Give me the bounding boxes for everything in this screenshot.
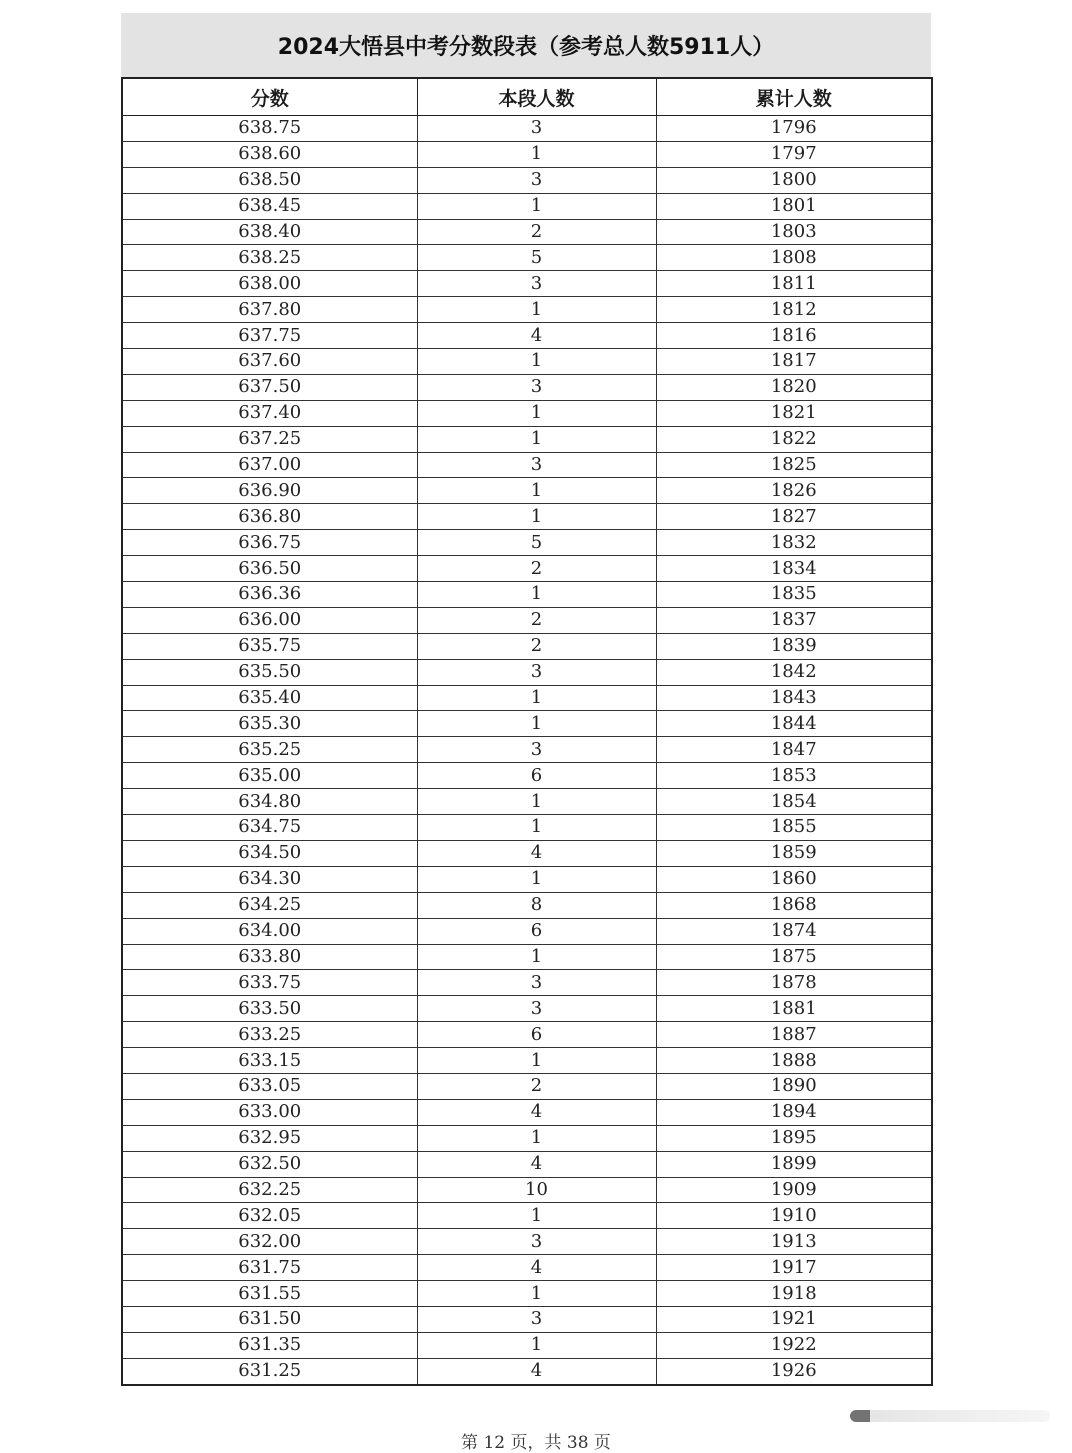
segment-count-cell: 1 (417, 789, 656, 815)
score-cell: 631.50 (122, 1306, 417, 1332)
cumulative-count-cell: 1812 (656, 297, 932, 323)
table-row (122, 1177, 932, 1203)
segment-count-cell: 1 (417, 815, 656, 841)
score-cell: 631.75 (122, 1255, 417, 1281)
cumulative-count-cell: 1800 (656, 167, 932, 193)
cumulative-count-cell: 1834 (656, 556, 932, 582)
table-row (122, 193, 932, 219)
score-cell: 638.45 (122, 193, 417, 219)
cumulative-count-cell: 1837 (656, 607, 932, 633)
table-body (122, 116, 932, 1385)
segment-count-cell: 3 (417, 116, 656, 142)
cumulative-count-cell: 1811 (656, 271, 932, 297)
score-cell: 632.05 (122, 1203, 417, 1229)
score-cell: 634.30 (122, 866, 417, 892)
table-row (122, 1022, 932, 1048)
segment-count-cell: 1 (417, 141, 656, 167)
table-row (122, 789, 932, 815)
segment-count-cell: 4 (417, 1151, 656, 1177)
score-cell: 634.80 (122, 789, 417, 815)
table-row (122, 1229, 932, 1255)
cumulative-count-cell: 1909 (656, 1177, 932, 1203)
table-row (122, 996, 932, 1022)
table-row (122, 711, 932, 737)
cumulative-count-cell: 1854 (656, 789, 932, 815)
table-row (122, 970, 932, 996)
segment-count-cell: 5 (417, 245, 656, 271)
cumulative-count-cell: 1853 (656, 763, 932, 789)
cumulative-count-cell: 1855 (656, 815, 932, 841)
score-cell: 635.50 (122, 659, 417, 685)
segment-count-cell: 1 (417, 426, 656, 452)
cumulative-count-cell: 1878 (656, 970, 932, 996)
score-table-sheet (121, 13, 931, 1386)
segment-count-cell: 1 (417, 1203, 656, 1229)
score-cell: 637.60 (122, 349, 417, 375)
table-row (122, 1306, 932, 1332)
table-row (122, 349, 932, 375)
score-cell: 637.80 (122, 297, 417, 323)
table-row (122, 633, 932, 659)
table-row (122, 116, 932, 142)
cumulative-count-cell: 1826 (656, 478, 932, 504)
cumulative-count-cell: 1890 (656, 1073, 932, 1099)
score-cell: 638.00 (122, 271, 417, 297)
segment-count-cell: 1 (417, 1332, 656, 1358)
table-row (122, 918, 932, 944)
score-cell: 631.35 (122, 1332, 417, 1358)
cumulative-count-cell: 1817 (656, 349, 932, 375)
header-cumulative-count: 累计人数 (656, 78, 932, 116)
segment-count-cell: 2 (417, 633, 656, 659)
cumulative-count-cell: 1868 (656, 892, 932, 918)
cumulative-count-cell: 1847 (656, 737, 932, 763)
segment-count-cell: 1 (417, 711, 656, 737)
score-cell: 633.00 (122, 1099, 417, 1125)
table-row (122, 245, 932, 271)
score-cell: 635.30 (122, 711, 417, 737)
table-row (122, 1073, 932, 1099)
cumulative-count-cell: 1796 (656, 116, 932, 142)
segment-count-cell: 10 (417, 1177, 656, 1203)
cumulative-count-cell: 1881 (656, 996, 932, 1022)
score-cell: 637.40 (122, 400, 417, 426)
cumulative-count-cell: 1842 (656, 659, 932, 685)
cumulative-count-cell: 1926 (656, 1358, 932, 1384)
table-row (122, 426, 932, 452)
header-segment-count: 本段人数 (417, 78, 656, 116)
segment-count-cell: 3 (417, 1229, 656, 1255)
score-cell: 636.50 (122, 556, 417, 582)
score-cell: 631.25 (122, 1358, 417, 1384)
scan-artifact (850, 1410, 1050, 1422)
table-row (122, 374, 932, 400)
table-title: 2024大悟县中考分数段表（参考总人数5911人） (121, 13, 931, 77)
segment-count-cell: 1 (417, 297, 656, 323)
segment-count-cell: 3 (417, 737, 656, 763)
score-cell: 637.75 (122, 323, 417, 349)
cumulative-count-cell: 1918 (656, 1281, 932, 1307)
score-cell: 636.80 (122, 504, 417, 530)
table-row (122, 478, 932, 504)
cumulative-count-cell: 1875 (656, 944, 932, 970)
page-number: 第 12 页，共 38 页 (461, 1433, 611, 1453)
table-row (122, 1281, 932, 1307)
segment-count-cell: 3 (417, 271, 656, 297)
score-cell: 632.25 (122, 1177, 417, 1203)
segment-count-cell: 4 (417, 323, 656, 349)
table-row (122, 297, 932, 323)
table-row (122, 141, 932, 167)
table-row (122, 1048, 932, 1074)
segment-count-cell: 3 (417, 374, 656, 400)
cumulative-count-cell: 1844 (656, 711, 932, 737)
cumulative-count-cell: 1859 (656, 840, 932, 866)
score-cell: 634.25 (122, 892, 417, 918)
cumulative-count-cell: 1821 (656, 400, 932, 426)
score-cell: 633.05 (122, 1073, 417, 1099)
score-cell: 631.55 (122, 1281, 417, 1307)
table-row (122, 400, 932, 426)
table-row (122, 219, 932, 245)
segment-count-cell: 1 (417, 944, 656, 970)
cumulative-count-cell: 1797 (656, 141, 932, 167)
cumulative-count-cell: 1921 (656, 1306, 932, 1332)
segment-count-cell: 1 (417, 685, 656, 711)
cumulative-count-cell: 1899 (656, 1151, 932, 1177)
cumulative-count-cell: 1820 (656, 374, 932, 400)
score-cell: 635.75 (122, 633, 417, 659)
score-cell: 634.75 (122, 815, 417, 841)
score-cell: 633.25 (122, 1022, 417, 1048)
score-cell: 635.40 (122, 685, 417, 711)
table-row (122, 763, 932, 789)
header-score: 分数 (122, 78, 417, 116)
segment-count-cell: 4 (417, 840, 656, 866)
cumulative-count-cell: 1827 (656, 504, 932, 530)
table-row (122, 1332, 932, 1358)
score-cell: 637.00 (122, 452, 417, 478)
cumulative-count-cell: 1839 (656, 633, 932, 659)
score-cell: 634.50 (122, 840, 417, 866)
segment-count-cell: 8 (417, 892, 656, 918)
table-row (122, 1151, 932, 1177)
cumulative-count-cell: 1910 (656, 1203, 932, 1229)
cumulative-count-cell: 1874 (656, 918, 932, 944)
table-row (122, 659, 932, 685)
cumulative-count-cell: 1822 (656, 426, 932, 452)
cumulative-count-cell: 1825 (656, 452, 932, 478)
cumulative-count-cell: 1917 (656, 1255, 932, 1281)
score-cell: 636.90 (122, 478, 417, 504)
score-cell: 638.60 (122, 141, 417, 167)
score-cell: 636.00 (122, 607, 417, 633)
segment-count-cell: 3 (417, 659, 656, 685)
table-row (122, 892, 932, 918)
cumulative-count-cell: 1816 (656, 323, 932, 349)
score-cell: 638.50 (122, 167, 417, 193)
segment-count-cell: 1 (417, 1281, 656, 1307)
table-row (122, 1203, 932, 1229)
cumulative-count-cell: 1835 (656, 582, 932, 608)
cumulative-count-cell: 1894 (656, 1099, 932, 1125)
segment-count-cell: 6 (417, 918, 656, 944)
score-cell: 633.50 (122, 996, 417, 1022)
table-row (122, 167, 932, 193)
segment-count-cell: 3 (417, 970, 656, 996)
segment-count-cell: 2 (417, 607, 656, 633)
score-cell: 632.50 (122, 1151, 417, 1177)
table-row (122, 866, 932, 892)
score-cell: 636.75 (122, 530, 417, 556)
segment-count-cell: 4 (417, 1358, 656, 1384)
cumulative-count-cell: 1888 (656, 1048, 932, 1074)
cumulative-count-cell: 1913 (656, 1229, 932, 1255)
segment-count-cell: 3 (417, 996, 656, 1022)
segment-count-cell: 1 (417, 478, 656, 504)
score-cell: 632.00 (122, 1229, 417, 1255)
table-row (122, 1255, 932, 1281)
segment-count-cell: 5 (417, 530, 656, 556)
table-row (122, 582, 932, 608)
cumulative-count-cell: 1843 (656, 685, 932, 711)
score-cell: 638.75 (122, 116, 417, 142)
score-cell: 633.15 (122, 1048, 417, 1074)
cumulative-count-cell: 1922 (656, 1332, 932, 1358)
table-row (122, 323, 932, 349)
table-row (122, 815, 932, 841)
table-row (122, 556, 932, 582)
segment-count-cell: 1 (417, 400, 656, 426)
score-cell: 635.25 (122, 737, 417, 763)
score-cell: 637.50 (122, 374, 417, 400)
cumulative-count-cell: 1895 (656, 1125, 932, 1151)
segment-count-cell: 3 (417, 452, 656, 478)
segment-count-cell: 1 (417, 349, 656, 375)
table-row (122, 271, 932, 297)
score-cell: 636.36 (122, 582, 417, 608)
table-row (122, 452, 932, 478)
cumulative-count-cell: 1801 (656, 193, 932, 219)
segment-count-cell: 1 (417, 1125, 656, 1151)
table-row (122, 737, 932, 763)
segment-count-cell: 6 (417, 763, 656, 789)
segment-count-cell: 2 (417, 1073, 656, 1099)
score-cell: 637.25 (122, 426, 417, 452)
segment-count-cell: 3 (417, 167, 656, 193)
score-cell: 638.40 (122, 219, 417, 245)
segment-count-cell: 6 (417, 1022, 656, 1048)
score-cell: 638.25 (122, 245, 417, 271)
table-row (122, 530, 932, 556)
table-row (122, 1358, 932, 1384)
table-row (122, 504, 932, 530)
segment-count-cell: 4 (417, 1099, 656, 1125)
segment-count-cell: 4 (417, 1255, 656, 1281)
segment-count-cell: 2 (417, 556, 656, 582)
cumulative-count-cell: 1860 (656, 866, 932, 892)
table-row (122, 1125, 932, 1151)
segment-count-cell: 1 (417, 1048, 656, 1074)
cumulative-count-cell: 1808 (656, 245, 932, 271)
table-row (122, 685, 932, 711)
table-header-row (122, 78, 932, 116)
score-distribution-table (121, 77, 933, 1386)
score-cell: 633.75 (122, 970, 417, 996)
segment-count-cell: 1 (417, 582, 656, 608)
cumulative-count-cell: 1803 (656, 219, 932, 245)
score-cell: 634.00 (122, 918, 417, 944)
score-cell: 635.00 (122, 763, 417, 789)
segment-count-cell: 1 (417, 504, 656, 530)
score-cell: 633.80 (122, 944, 417, 970)
segment-count-cell: 2 (417, 219, 656, 245)
table-row (122, 840, 932, 866)
table-row (122, 607, 932, 633)
table-row (122, 944, 932, 970)
segment-count-cell: 3 (417, 1306, 656, 1332)
table-row (122, 1099, 932, 1125)
segment-count-cell: 1 (417, 866, 656, 892)
score-cell: 632.95 (122, 1125, 417, 1151)
segment-count-cell: 1 (417, 193, 656, 219)
cumulative-count-cell: 1832 (656, 530, 932, 556)
cumulative-count-cell: 1887 (656, 1022, 932, 1048)
